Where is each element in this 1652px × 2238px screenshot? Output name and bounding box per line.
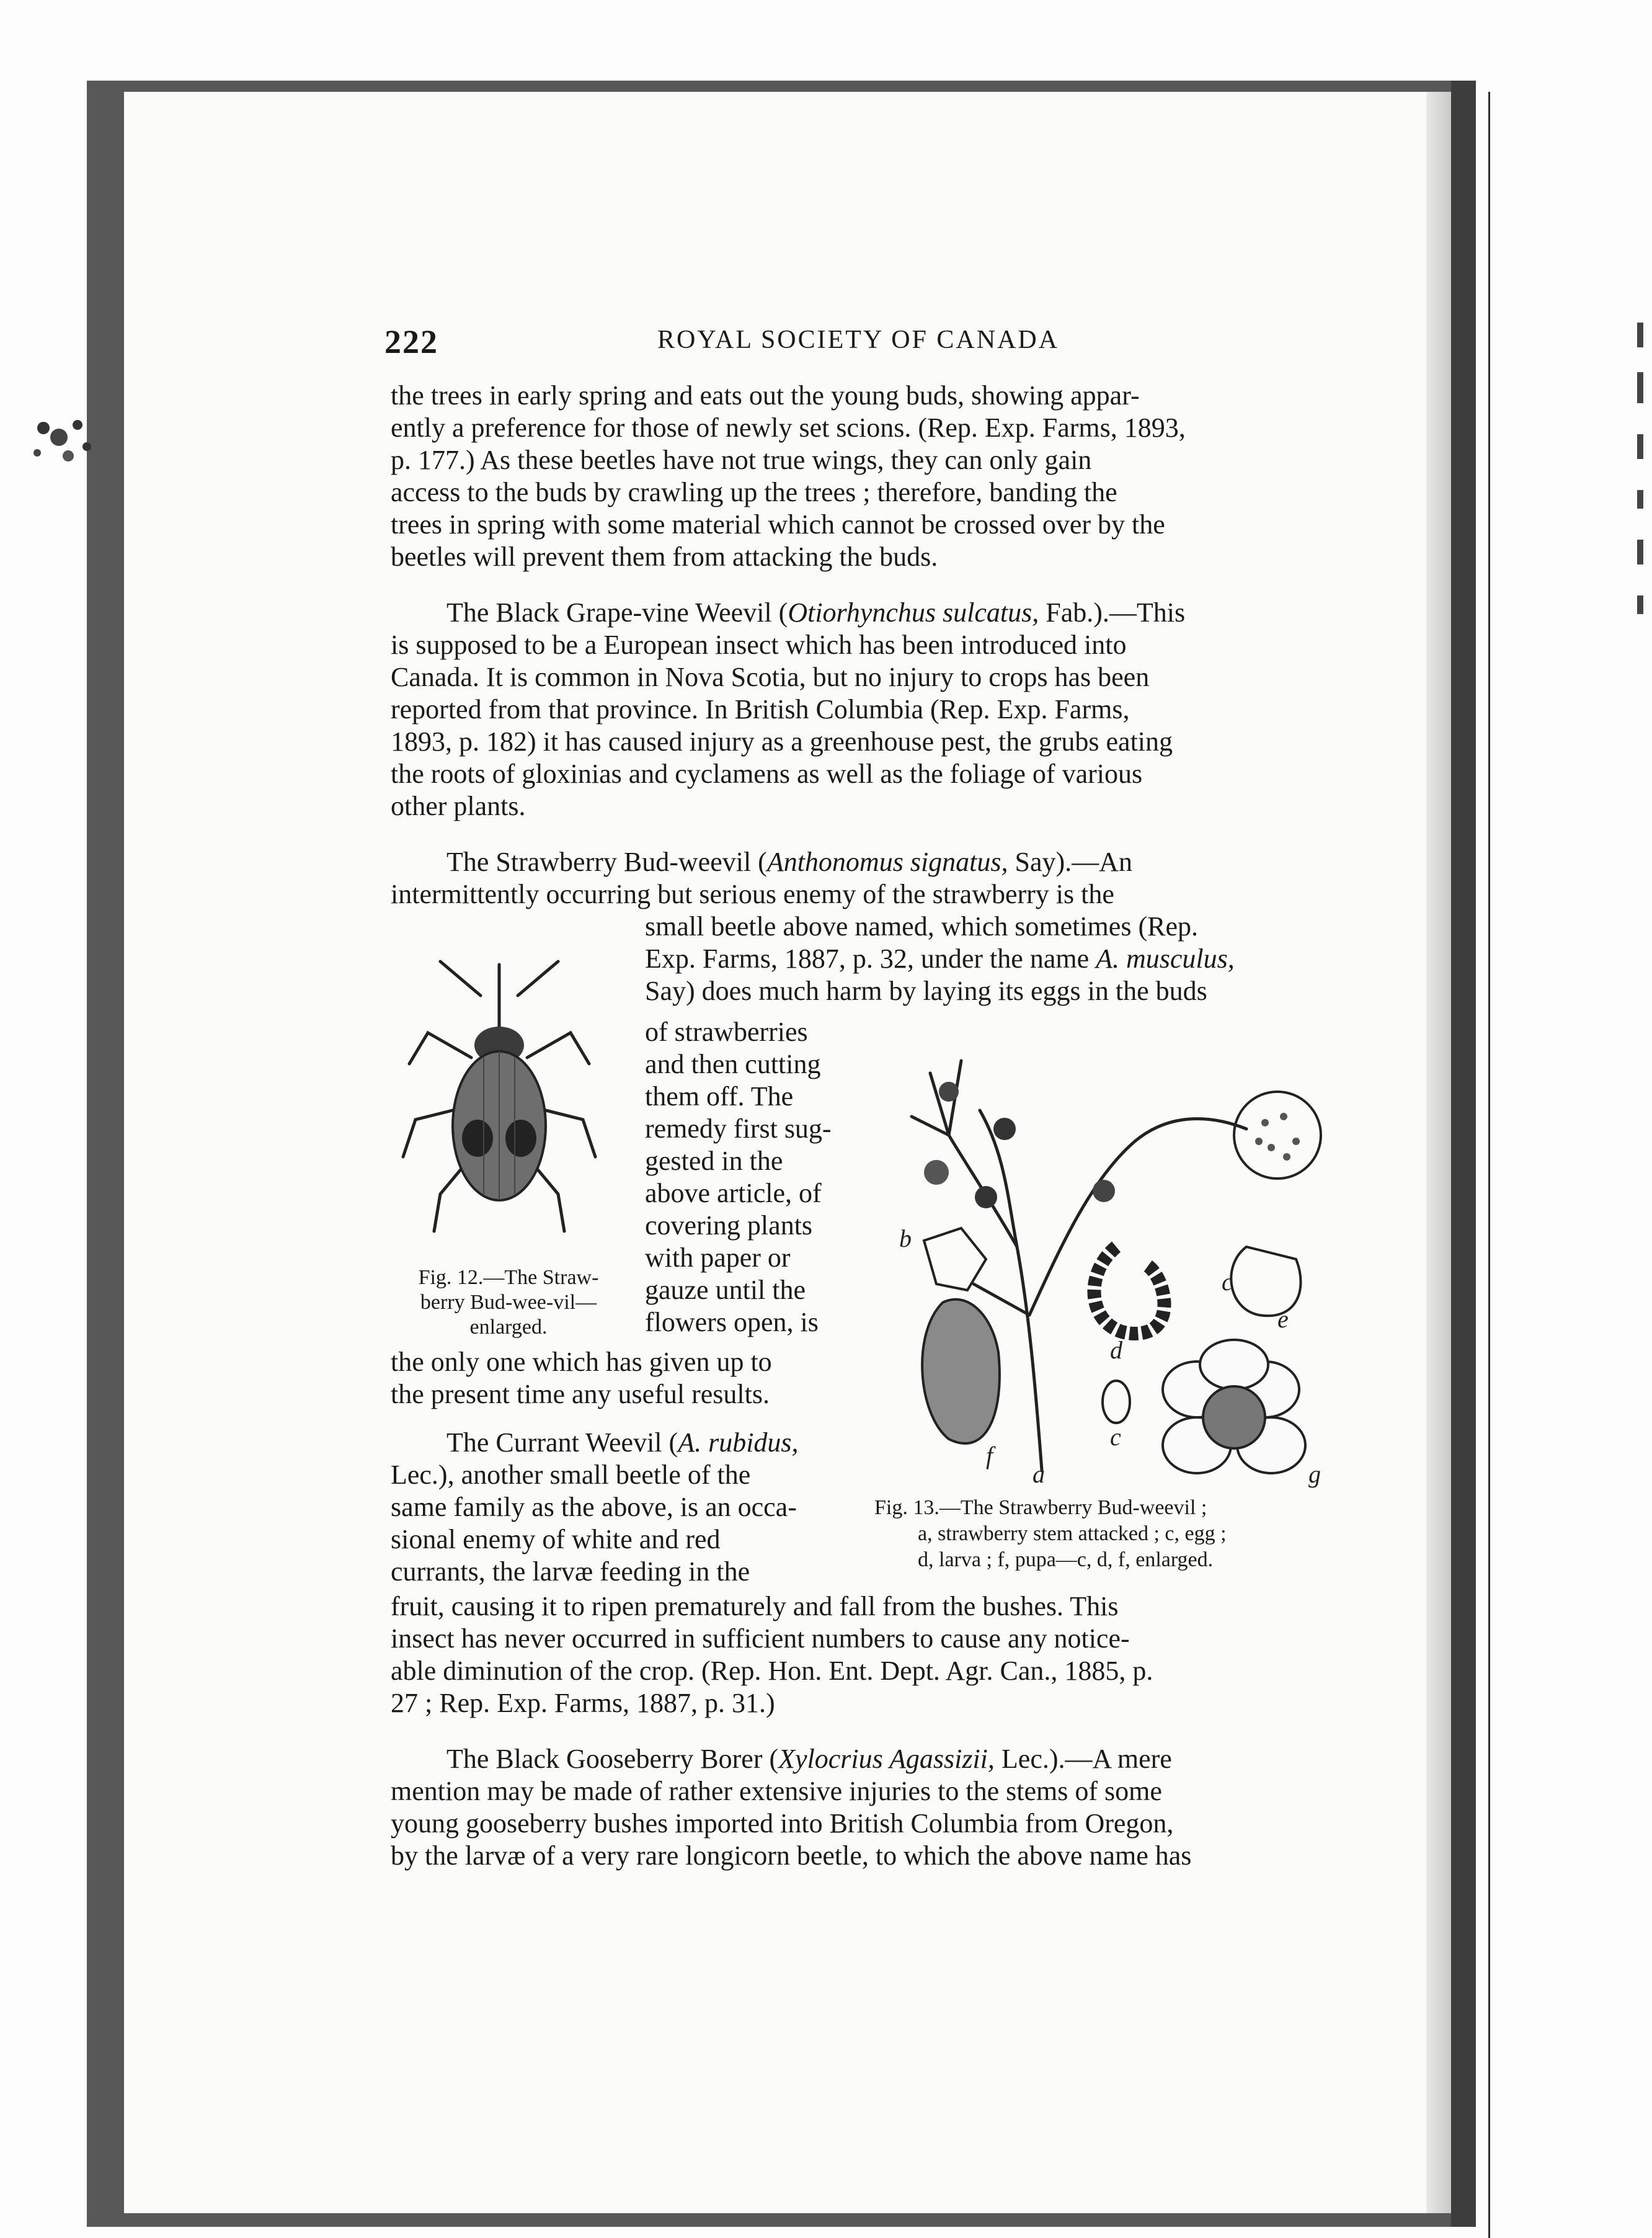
body-line: 27 ; Rep. Exp. Farms, 1887, p. 31.) (391, 1688, 775, 1718)
body-line: the roots of gloxinias and cyclamens as well as the foliage of various (391, 759, 1143, 789)
page-header (384, 323, 1315, 366)
next-page-edge (1488, 92, 1652, 2238)
body-line: sional enemy of white and red (391, 1524, 721, 1554)
body-line: intermittently occurring but serious enemy of the strawberry is the (391, 879, 1114, 909)
body-line: young gooseberry bushes imported into British Columbia from Oregon, (391, 1808, 1174, 1839)
body-line: ently a preference for those of newly set scions. (Rep. Exp. Farms, 1893, (391, 412, 1186, 443)
body-line: reported from that province. In British Columbia (Rep. Exp. Farms, (391, 694, 1130, 724)
weevil-illustration (397, 958, 602, 1237)
scan-speck (25, 409, 99, 471)
body-line: gested in the (645, 1146, 783, 1176)
running-head: ROYAL SOCIETY OF CANADA (657, 326, 1060, 354)
body-line (446, 1743, 1308, 1775)
figure-13-caption (874, 1495, 1370, 1573)
body-line: access to the buds by crawling up the trees ; therefore, banding the (391, 477, 1117, 507)
body-line: above article, of (645, 1178, 822, 1208)
body-text-segment: The Black Gooseberry Borer ( (446, 1744, 779, 1774)
body-line: 1893, p. 182) it has caused injury as a greenhouse pest, the grubs eating (391, 726, 1173, 757)
body-line (446, 846, 1308, 878)
body-line: trees in spring with some material which cannot be crossed over by the (391, 509, 1165, 540)
body-line: other plants. (391, 791, 526, 821)
body-line: same family as the above, is an occa- (391, 1492, 797, 1522)
body-line: Lec.), another small beetle of the (391, 1460, 751, 1490)
body-line: Canada. It is common in Nova Scotia, but no injury to crops has been (391, 662, 1150, 692)
figure-13-caption-line-2: a, strawberry stem attacked ; c, egg ; (918, 1522, 1227, 1545)
fig13-label-f: f (986, 1442, 993, 1469)
body-text-segment: The Currant Weevil ( (446, 1427, 678, 1458)
body-line: the present time any useful results. (391, 1379, 770, 1409)
figure-12-caption: Fig. 12.—The Straw-berry Bud-wee-vil—enlarged. (418, 1266, 599, 1339)
body-text-segment: Lec.).—A mere (994, 1744, 1172, 1774)
page-number: 222 (384, 323, 438, 360)
body-line: by the larvæ of a very rare longicorn beetle, to which the above name has (391, 1840, 1192, 1871)
fig13-label-e: e (1277, 1305, 1289, 1333)
body-text-segment: Exp. Farms, 1887, p. 32, under the name (645, 943, 1096, 974)
body-line: them off. The (645, 1081, 794, 1112)
fig13-label-c2: c (1110, 1423, 1121, 1451)
species-name: A. rubidus, (678, 1427, 799, 1458)
book-gutter (1451, 81, 1476, 2227)
body-line: fruit, causing it to ripen prematurely and fall from the bushes. This (391, 1591, 1119, 1621)
body-line: p. 177.) As these beetles have not true wings, they can only gain (391, 445, 1092, 475)
body-line: flowers open, is (645, 1307, 819, 1337)
fig13-label-g: g (1308, 1460, 1321, 1488)
fig13-label-c1: c (1222, 1268, 1233, 1296)
species-name: Otiorhynchus sulcatus, (788, 597, 1039, 628)
body-line (446, 597, 1308, 629)
body-line: and then cutting (645, 1049, 821, 1079)
body-text-segment: Say).—An (1008, 847, 1132, 877)
body-line: with paper or (645, 1242, 791, 1273)
strawberry-plant-illustration (874, 1042, 1346, 1489)
body-line: currants, the larvæ feeding in the (391, 1556, 750, 1587)
body-line: gauze until the (645, 1275, 806, 1305)
figure-13-caption-line-3: d, larva ; f, pupa—c, d, f, enlarged. (918, 1548, 1214, 1571)
body-text-segment: The Strawberry Bud-weevil ( (446, 847, 767, 877)
body-line: covering plants (645, 1210, 813, 1241)
body-line: mention may be made of rather extensive injuries to the stems of some (391, 1776, 1162, 1806)
body-line: beetles will prevent them from attacking the buds. (391, 542, 938, 572)
body-line (446, 1427, 862, 1459)
fig13-label-b: b (899, 1224, 912, 1252)
body-line: the only one which has given up to (391, 1347, 772, 1377)
body-line (645, 943, 1308, 975)
body-line: is supposed to be a European insect which has been introduced into (391, 630, 1127, 660)
body-line: the trees in early spring and eats out the young buds, showing appar- (391, 380, 1140, 411)
figure-13-caption-line-1: Fig. 13.—The Strawberry Bud-weevil ; (874, 1496, 1207, 1519)
body-line: insect has never occurred in sufficient numbers to cause any notice- (391, 1623, 1130, 1654)
body-line: able diminution of the crop. (Rep. Hon. Ent. Dept. Agr. Can., 1885, p. (391, 1656, 1153, 1686)
fig13-label-a: a (1032, 1460, 1045, 1488)
species-name: A. musculus, (1096, 943, 1235, 974)
species-name: Anthonomus signatus, (766, 847, 1008, 877)
body-text-segment: Fab.).—This (1039, 597, 1186, 628)
body-text-segment: The Black Grape-vine Weevil ( (446, 597, 788, 628)
body-line: remedy first sug- (645, 1113, 832, 1144)
body-line: of strawberries (645, 1017, 808, 1047)
body-line: Say) does much harm by laying its eggs in the buds (645, 976, 1207, 1006)
species-name: Xylocrius Agassizii, (778, 1744, 995, 1774)
body-line: small beetle above named, which sometimes (Rep. (645, 911, 1198, 942)
page-edge-shadow (1426, 92, 1451, 2213)
fig13-label-d: d (1110, 1336, 1122, 1364)
